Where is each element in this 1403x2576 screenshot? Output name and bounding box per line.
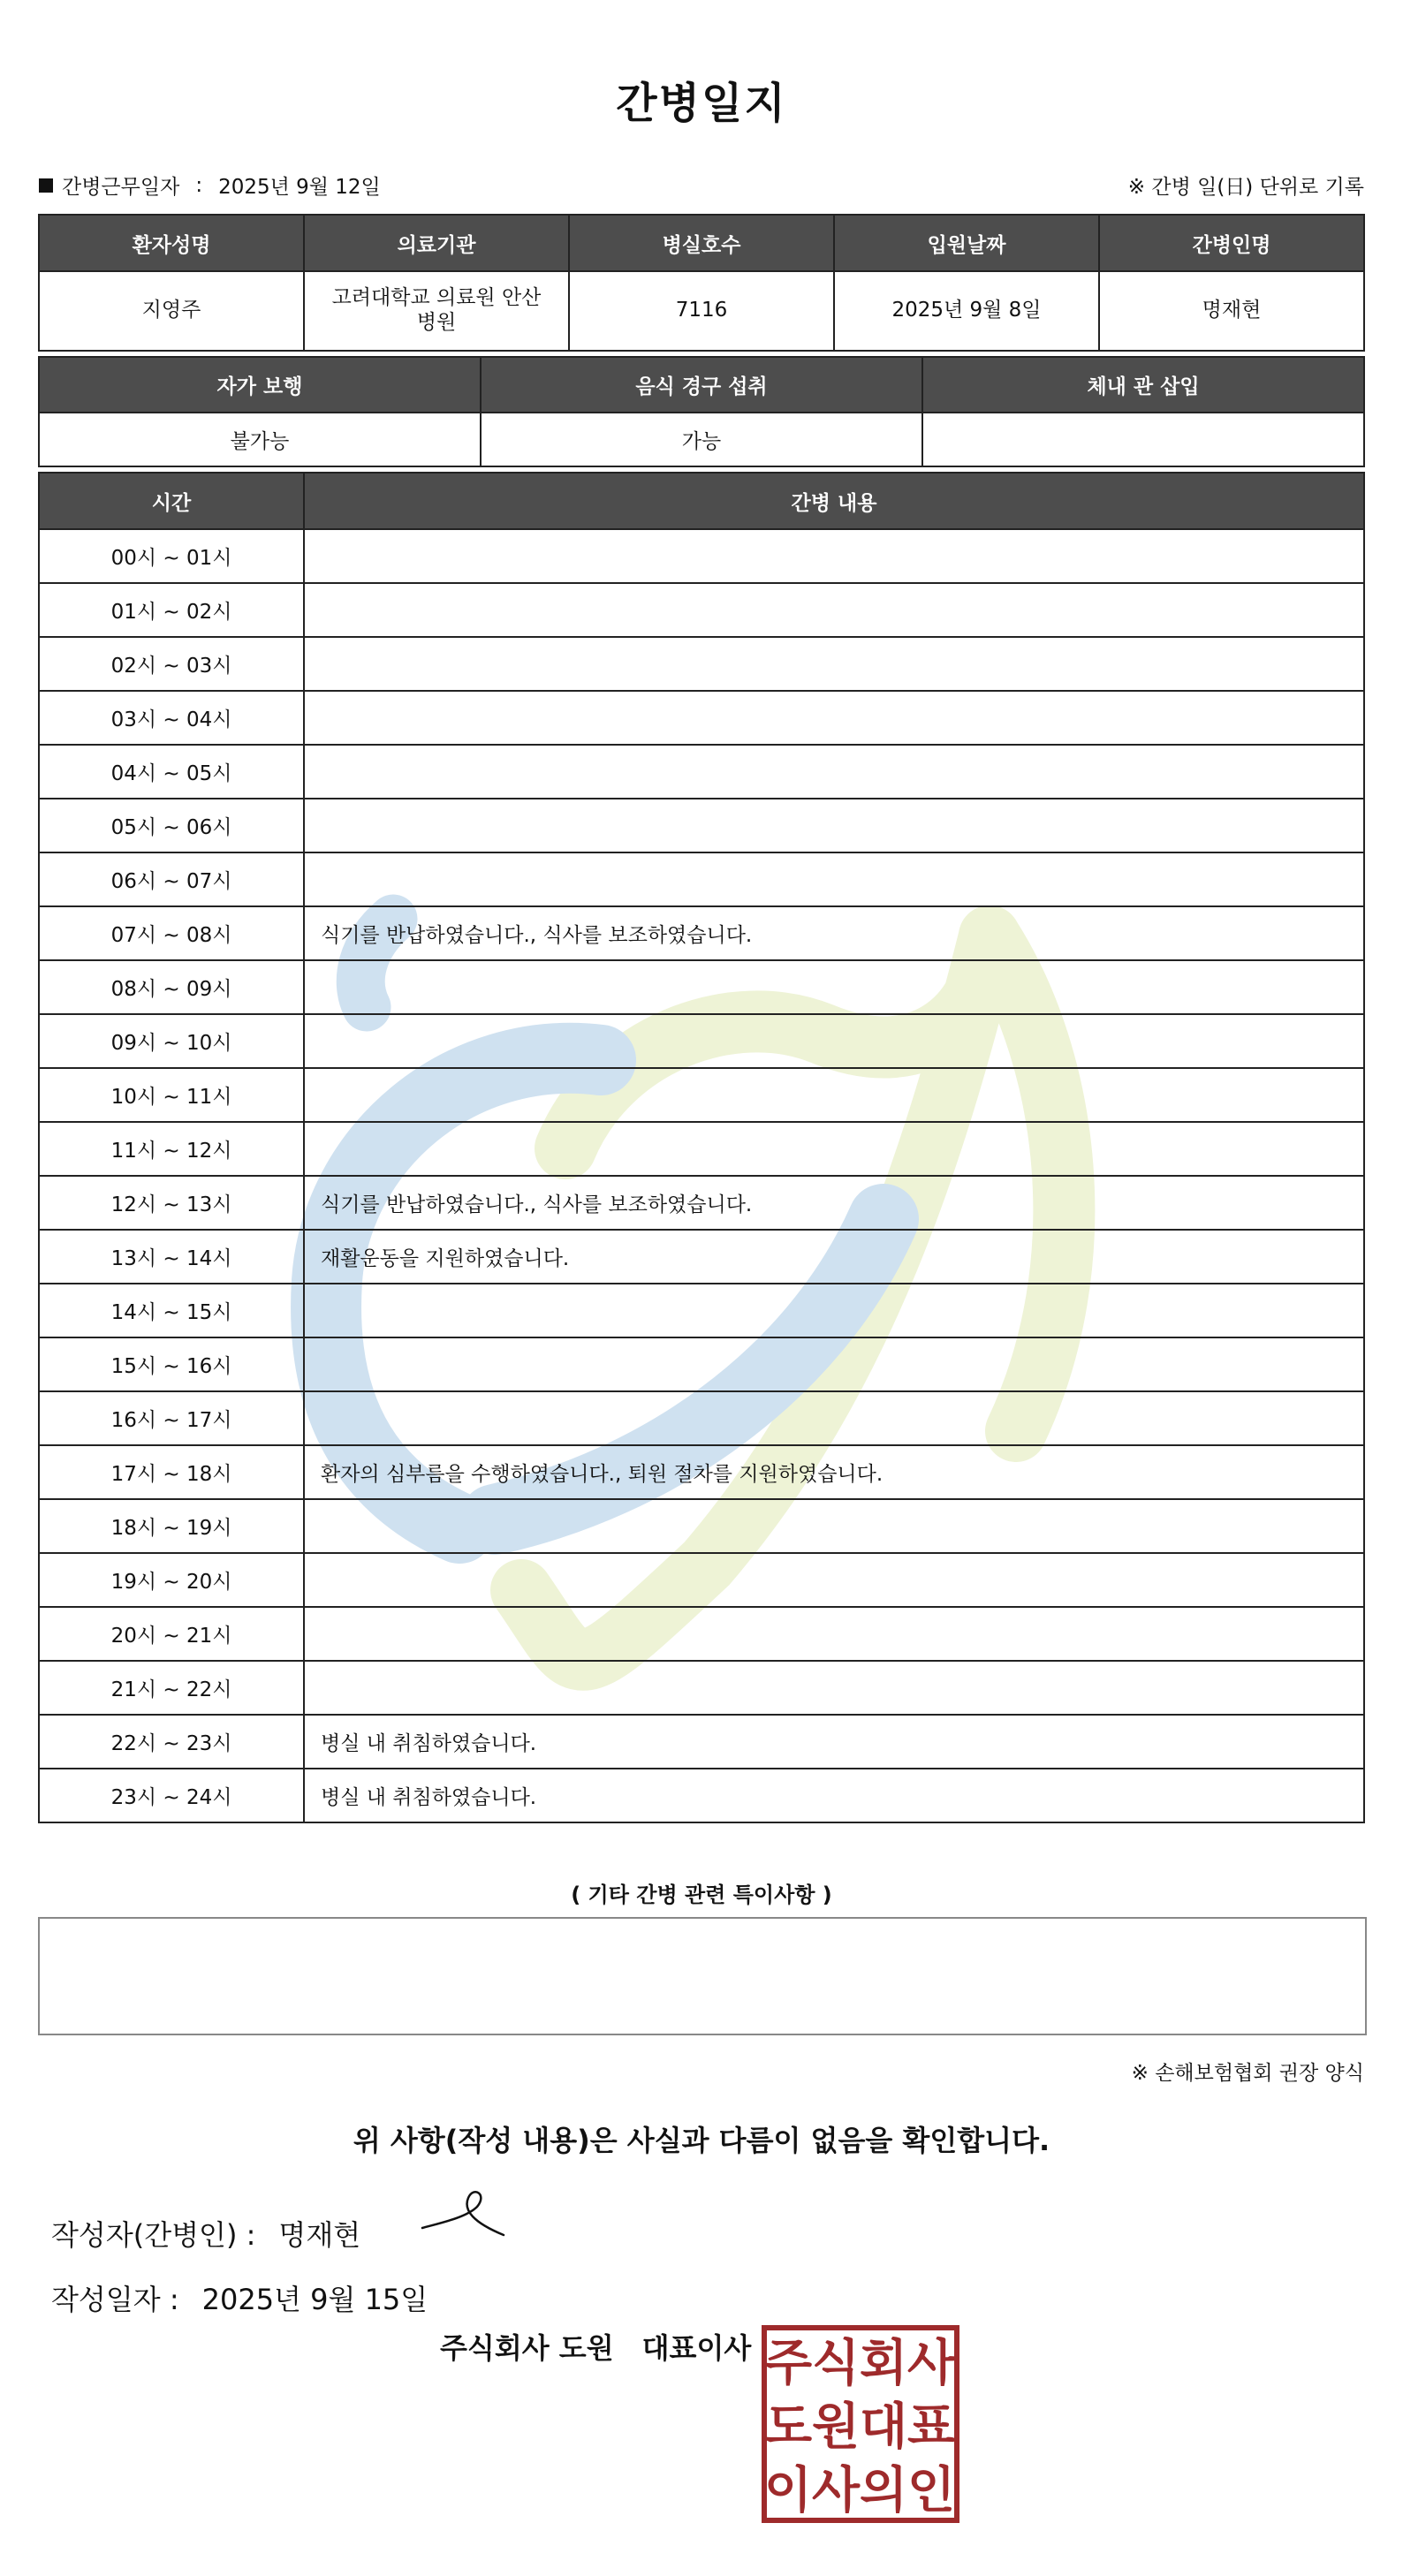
time-slot: 21시 ~ 22시 [39,1661,304,1715]
table-row [39,799,1364,852]
patient-status-table [38,356,1365,467]
care-content [304,960,1364,1014]
oral-intake-value: 가능 [481,413,922,466]
table-row [39,1391,1364,1445]
log-rows [39,529,1364,1822]
seal-glyph: 주 [763,2335,813,2392]
table-row [39,852,1364,906]
tube-value [922,413,1364,466]
care-content [304,1499,1364,1553]
work-date-separator: : [195,173,203,197]
care-content [304,637,1364,691]
table-row [39,745,1364,799]
walking-value: 불가능 [39,413,481,466]
time-slot: 14시 ~ 15시 [39,1284,304,1337]
header-oral-intake: 음식 경구 섭취 [481,357,922,413]
table-row [39,637,1364,691]
writer-line [51,2213,360,2254]
time-slot: 03시 ~ 04시 [39,691,304,745]
header-room: 병실호수 [569,215,834,271]
header-walking: 자가 보행 [39,357,481,413]
recommendation-note: ※ 손해보험협회 권장 양식 [1131,2062,1364,2085]
care-content: 재활운동을 지원하였습니다. [304,1230,1364,1284]
time-slot: 13시 ~ 14시 [39,1230,304,1284]
seal-glyph: 인 [906,2462,956,2519]
confirmation-statement: 위 사항(작성 내용)은 사실과 다름이 없음을 확인합니다. [353,2124,1050,2157]
institution: 고려대학교 의료원 안산병원 [304,271,569,351]
time-slot: 20시 ~ 21시 [39,1607,304,1661]
seal-glyph: 이 [763,2462,813,2519]
care-content [304,1661,1364,1715]
work-date-value: 2025년 9월 12일 [218,176,381,199]
care-content [304,745,1364,799]
company-name: 주식회사 도원 [440,2331,614,2365]
care-content: 병실 내 취침하였습니다. [304,1769,1364,1822]
care-content [304,1391,1364,1445]
signature-mark [415,2182,512,2244]
table-row [39,1499,1364,1553]
table-row [39,1122,1364,1176]
time-slot: 05시 ~ 06시 [39,799,304,852]
seal-glyph: 식 [811,2335,861,2392]
table-row [39,906,1364,960]
company-line [440,2326,751,2367]
table-row [39,1445,1364,1499]
care-content [304,529,1364,583]
admission-date: 2025년 9월 8일 [834,271,1099,351]
time-slot: 17시 ~ 18시 [39,1445,304,1499]
table-row [39,1661,1364,1715]
care-content [304,691,1364,745]
time-slot: 09시 ~ 10시 [39,1014,304,1068]
seal-glyph: 대 [859,2398,908,2456]
page-title: 간병일지 [616,79,787,128]
care-content: 식기를 반납하였습니다., 식사를 보조하였습니다. [304,906,1364,960]
table-row [39,960,1364,1014]
seal-glyph: 의 [859,2462,908,2519]
table-row [39,583,1364,637]
care-content [304,1607,1364,1661]
seal-glyph: 사 [811,2462,861,2519]
time-slot: 00시 ~ 01시 [39,529,304,583]
header-tube: 체내 관 삽입 [922,357,1364,413]
header-institution: 의료기관 [304,215,569,271]
seal-glyph: 회 [859,2335,908,2392]
table-row [39,1337,1364,1391]
header-patient-name: 환자성명 [39,215,304,271]
time-slot: 10시 ~ 11시 [39,1068,304,1122]
time-slot: 11시 ~ 12시 [39,1122,304,1176]
company-seal [762,2325,959,2523]
notes-box [38,1917,1367,2035]
care-content [304,1122,1364,1176]
time-slot: 08시 ~ 09시 [39,960,304,1014]
written-date-line [51,2277,428,2318]
written-date-value: 2025년 9월 15일 [201,2283,428,2316]
unit-note: ※ 간병 일(日) 단위로 기록 [1127,176,1364,199]
care-content [304,1068,1364,1122]
work-date [39,170,381,200]
company-title: 대표이사 [641,2331,752,2365]
table-row [39,1068,1364,1122]
time-slot: 18시 ~ 19시 [39,1499,304,1553]
time-slot: 15시 ~ 16시 [39,1337,304,1391]
notes-heading: ( 기타 간병 관련 특이사항 ) [571,1883,832,1907]
time-slot: 23시 ~ 24시 [39,1769,304,1822]
table-row [39,1769,1364,1822]
care-content [304,799,1364,852]
care-content [304,1553,1364,1607]
care-content [304,1337,1364,1391]
header-time: 시간 [39,473,304,529]
seal-glyph: 도 [763,2398,813,2456]
room-number: 7116 [569,271,834,351]
care-content [304,1014,1364,1068]
table-row [39,1553,1364,1607]
care-content: 식기를 반납하였습니다., 식사를 보조하였습니다. [304,1176,1364,1230]
time-slot: 12시 ~ 13시 [39,1176,304,1230]
writer-label: 작성자(간병인) : [51,2218,256,2252]
caregiver-name: 명재현 [1099,271,1364,351]
seal-glyph: 원 [811,2398,861,2456]
seal-glyph: 사 [906,2335,956,2392]
work-date-label: 간병근무일자 [62,176,180,199]
time-slot: 06시 ~ 07시 [39,852,304,906]
time-slot: 19시 ~ 20시 [39,1553,304,1607]
table-row [39,1176,1364,1230]
care-content: 병실 내 취침하였습니다. [304,1715,1364,1769]
table-row [39,1284,1364,1337]
table-row [39,1230,1364,1284]
care-content [304,852,1364,906]
header-care-content: 간병 내용 [304,473,1364,529]
header-caregiver: 간병인명 [1099,215,1364,271]
table-row [39,1715,1364,1769]
hourly-log-table [38,472,1365,1823]
header-admission-date: 입원날짜 [834,215,1099,271]
time-slot: 22시 ~ 23시 [39,1715,304,1769]
time-slot: 01시 ~ 02시 [39,583,304,637]
care-content [304,583,1364,637]
writer-name: 명재현 [278,2218,361,2252]
table-row [39,1607,1364,1661]
table-row [39,1014,1364,1068]
care-content [304,1284,1364,1337]
time-slot: 16시 ~ 17시 [39,1391,304,1445]
table-row [39,691,1364,745]
time-slot: 04시 ~ 05시 [39,745,304,799]
patient-name: 지영주 [39,271,304,351]
care-content: 환자의 심부름을 수행하였습니다., 퇴원 절차를 지원하였습니다. [304,1445,1364,1499]
square-bullet-icon [39,178,53,193]
time-slot: 02시 ~ 03시 [39,637,304,691]
time-slot: 07시 ~ 08시 [39,906,304,960]
table-row [39,529,1364,583]
patient-info-table [38,214,1365,352]
seal-glyph: 표 [906,2398,956,2456]
written-date-label: 작성일자 : [51,2283,179,2316]
